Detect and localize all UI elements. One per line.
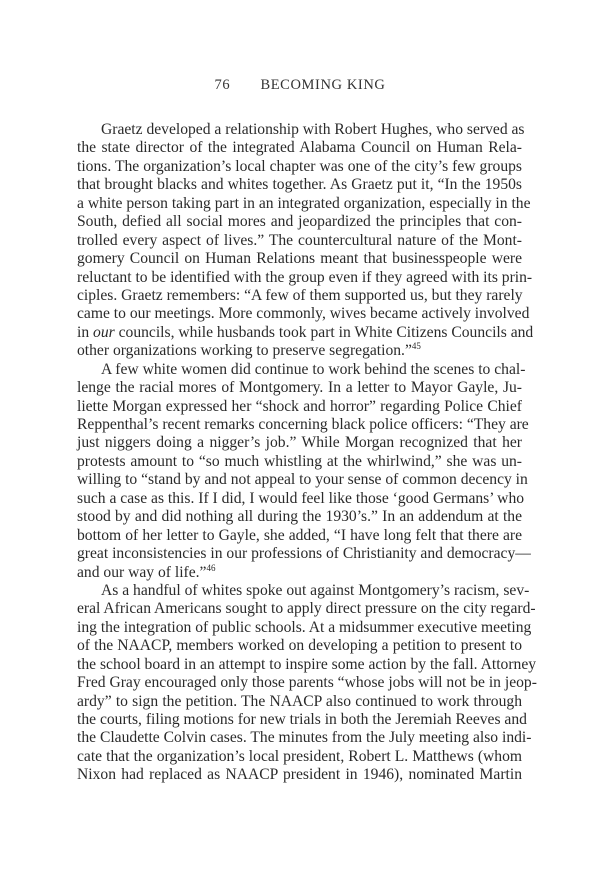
- text-line: ing the integration of public schools. At a midsummer executive meeting: [77, 618, 532, 636]
- text-segment: and our way of life.”: [77, 563, 207, 581]
- paragraph-1: [77, 121, 534, 361]
- paragraph-3: [77, 581, 537, 785]
- text-line: came to our meetings. More commonly, wives became actively involved: [77, 305, 530, 323]
- text-line: Nixon had replaced as NAACP president in 1946), nominated Martin: [77, 766, 522, 784]
- text-line: A few white women did continue to work behind the scenes to chal-: [101, 360, 526, 378]
- text-line: cate that the organization’s local president, Robert L. Matthews (whom: [77, 747, 522, 765]
- text-line: [77, 564, 522, 582]
- text-line: reluctant to be identified with the group even if they agreed with its prin-: [77, 268, 533, 286]
- text-line: tions. The organization’s local chapter was one of the city’s few groups: [77, 157, 522, 175]
- text-line: a white person taking part in an integrated organization, especially in the: [77, 194, 531, 212]
- text-line: such a case as this. If I did, I would feel like those ‘good Germans’ who: [77, 489, 525, 507]
- text-line: willing to “stand by and not appeal to your sense of common decency in: [77, 471, 528, 489]
- text-line: trolled every aspect of lives.” The countercultural nature of the Mont-: [77, 231, 522, 249]
- text-line: ciples. Graetz remembers: “A few of them supported us, but they rarely: [77, 286, 523, 304]
- text-line: the Claudette Colvin cases. The minutes from the July meeting also indi-: [77, 729, 532, 747]
- text-line: the courts, filing motions for new trials in both the Jeremiah Reeves and: [77, 711, 527, 728]
- text-segment: other organizations working to preserve segregation.”: [77, 342, 412, 360]
- text-line: gomery Council on Human Relations meant that businesspeople were: [77, 250, 522, 268]
- text-line: South, defied all social mores and jeopardized the principles that con-: [77, 213, 522, 231]
- text-line: Graetz developed a relationship with Robert Hughes, who served as: [101, 121, 525, 138]
- text-line: great inconsistencies in our professions of Christianity and democracy—: [77, 545, 531, 563]
- text-line: lenge the racial mores of Montgomery. In a letter to Mayor Gayle, Ju-: [77, 379, 522, 397]
- text-line: liette Morgan expressed her “shock and horror” regarding Police Chief: [77, 397, 522, 415]
- text-line: As a handful of whites spoke out against Montgomery’s racism, sev-: [101, 581, 530, 599]
- italic-emphasis: our: [93, 323, 115, 341]
- text-line: bottom of her letter to Gayle, she added, “I have long felt that there are: [77, 526, 522, 544]
- text-line: the state director of the integrated Alabama Council on Human Rela-: [77, 139, 522, 157]
- running-head: [0, 76, 600, 94]
- text-line: stood by and did nothing all during the 1930’s.” In an addendum at the: [77, 508, 522, 526]
- page-number: 76: [214, 77, 231, 93]
- text-line: the school board in an attempt to inspire some action by the fall. Attorney: [77, 655, 537, 673]
- paragraph-2: [77, 360, 531, 582]
- text-line: of the NAACP, members worked on developing a petition to present to: [77, 637, 522, 655]
- text-line: that brought blacks and whites together. As Graetz put it, “In the 1950s: [77, 176, 522, 194]
- text-line: just niggers doing a nigger’s job.” While Morgan recognized that her: [77, 434, 522, 452]
- text-line: Reppenthal’s recent remarks concerning black police officers: “They are: [77, 416, 529, 433]
- text-line: [77, 323, 534, 342]
- text-line: protests amount to “so much whistling at the whirlwind,” she was un-: [77, 452, 522, 470]
- text-line: Fred Gray encouraged only those parents “whose jobs will not be in jeop-: [77, 674, 537, 692]
- text-line: ardy” to sign the petition. The NAACP also continued to work through: [77, 692, 522, 710]
- text-line: eral African Americans sought to apply direct pressure on the city regard-: [77, 600, 536, 618]
- text-line: [77, 342, 522, 360]
- body-text: [77, 121, 537, 785]
- footnote-marker-46[interactable]: 46: [206, 562, 216, 573]
- text-segment: councils, while husbands took part in White Citizens Councils and: [114, 323, 534, 341]
- footnote-marker-45[interactable]: 45: [411, 341, 421, 352]
- text-segment: in: [77, 323, 94, 341]
- running-title: BECOMING KING: [260, 77, 386, 93]
